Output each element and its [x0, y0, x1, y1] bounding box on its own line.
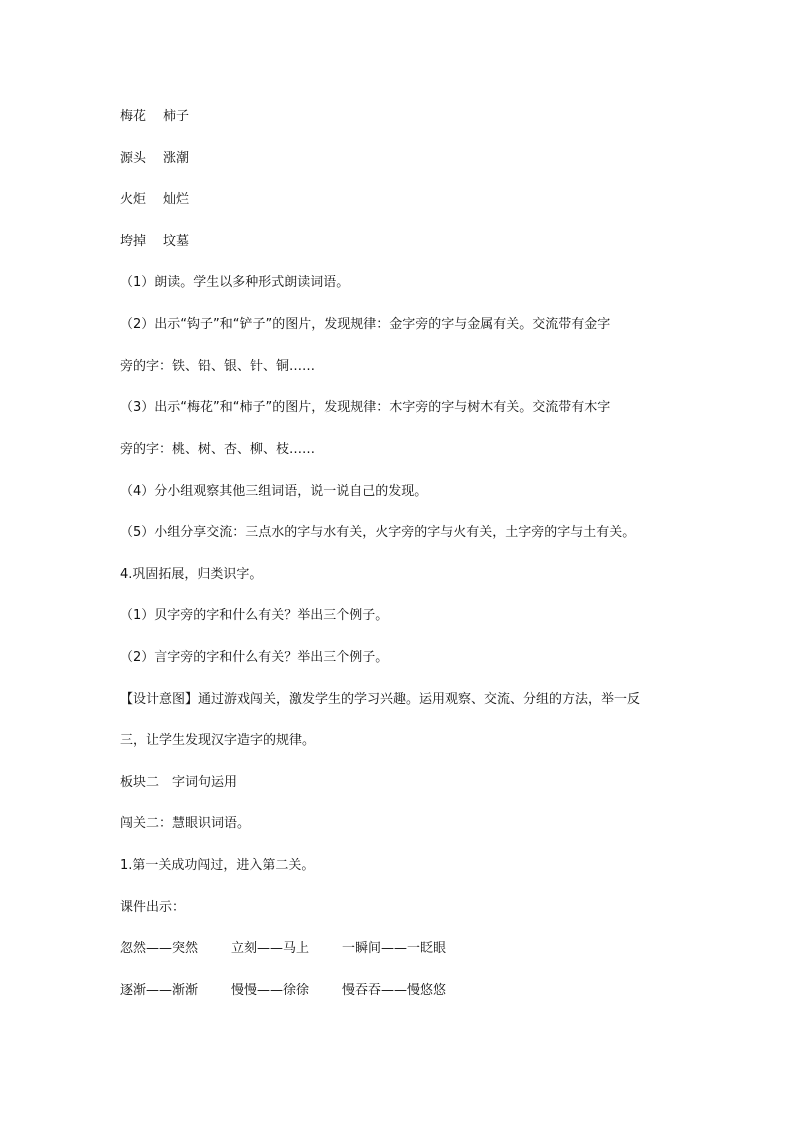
- synonym-row: [120, 940, 684, 958]
- paragraph: 闯关二：慧眼识词语。: [120, 816, 251, 831]
- word: 源头: [120, 151, 147, 166]
- paragraph: （2）言字旁的字和什么有关？举出三个例子。: [120, 650, 389, 665]
- paragraph: 旁的字：桃、树、杏、柳、枝……: [120, 442, 316, 457]
- paragraph: 1.第一关成功闯过，进入第二关。: [120, 858, 315, 873]
- word-pair-row: [120, 233, 684, 251]
- synonym-pair: 慢吞吞——慢悠悠: [342, 983, 447, 998]
- synonym-pair: 逐渐——渐渐: [120, 983, 199, 998]
- paragraph: 课件出示：: [120, 900, 186, 915]
- paragraph: 【设计意图】通过游戏闯关，激发学生的学习兴趣。运用观察、交流、分组的方法，举一反: [120, 692, 641, 707]
- synonym-pair: 一瞬间——一眨眼: [342, 941, 447, 956]
- word: 柿子: [163, 109, 190, 124]
- word-pair-row: [120, 108, 684, 126]
- paragraph: （1）朗读。学生以多种形式朗读词语。: [120, 275, 350, 290]
- synonym-pair: 立刻——马上: [231, 941, 310, 956]
- paragraph: 三，让学生发现汉字造字的规律。: [120, 733, 316, 748]
- paragraph: （5）小组分享交流：三点水的字与水有关，火字旁的字与火有关，土字旁的字与土有关。: [120, 525, 636, 540]
- word: 涨潮: [163, 151, 190, 166]
- word-pair-row: [120, 191, 684, 209]
- word: 灿烂: [163, 192, 190, 207]
- section-heading: 4.巩固拓展，归类识字。: [120, 567, 263, 582]
- word: 火炬: [120, 192, 147, 207]
- section-heading: 板块二 字词句运用: [120, 775, 238, 790]
- synonym-pair: 忽然——突然: [120, 941, 199, 956]
- word: 坟墓: [163, 234, 190, 249]
- paragraph: （3）出示“梅花”和“柿子”的图片，发现规律：木字旁的字与树木有关。交流带有木字: [120, 400, 611, 415]
- synonym-pair: 慢慢——徐徐: [231, 983, 310, 998]
- word-pair-row: [120, 150, 684, 168]
- paragraph: （1）贝字旁的字和什么有关？举出三个例子。: [120, 608, 389, 623]
- paragraph: （4）分小组观察其他三组词语，说一说自己的发现。: [120, 484, 428, 499]
- word: 梅花: [120, 109, 147, 124]
- paragraph: （2）出示“钩子”和“铲子”的图片，发现规律：金字旁的字与金属有关。交流带有金字: [120, 317, 611, 332]
- synonym-row: [120, 982, 684, 1000]
- word: 垮掉: [120, 234, 147, 249]
- paragraph: 旁的字：铁、铅、银、针、铜……: [120, 359, 316, 374]
